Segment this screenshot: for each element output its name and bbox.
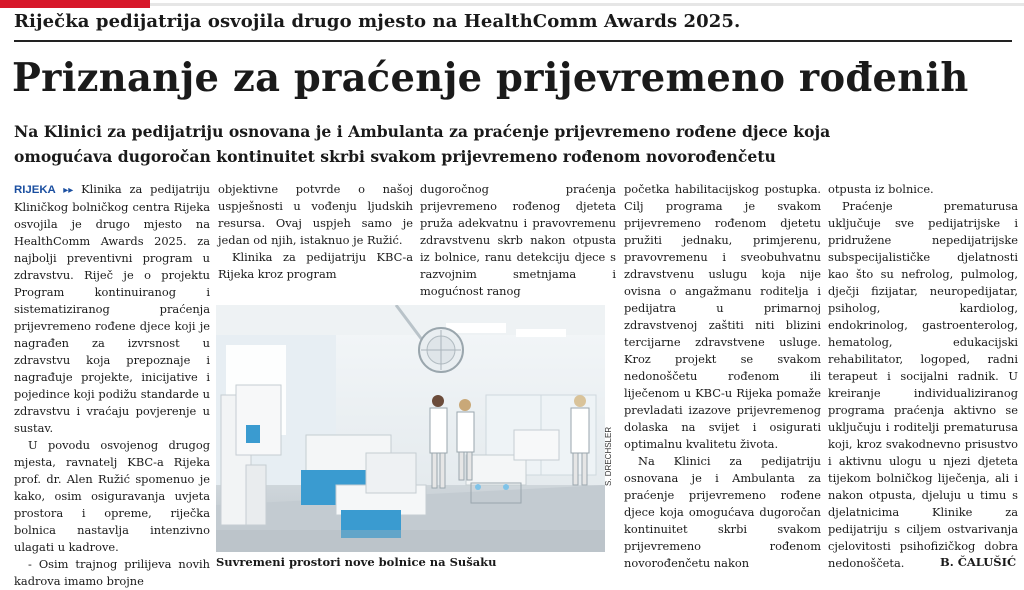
column-3-paragraph-1: dugoročnog praćenja prijevremeno rođenog djeteta pruža adekvatnu i pravovremenu zdravstvenu skrb nakon otpusta iz bolnice, ranu detekciju djece s razvojnim smetnjama i mogućnost ranog (420, 182, 616, 298)
photo-caption: Suvremeni prostori nove bolnice na Sušaku (216, 555, 497, 569)
deck-line-2: omogućava dugoročan kontinuitet skrbi svakom prijevremeno rođenom novorođenčetu (14, 147, 776, 166)
column-1-paragraph-1: Klinika za pedijatriju Kliničkog bolničkog centra Rijeka osvojila je drugo mjesto na HealthComm Awards 2025. za najbolji preventivni program u zdravstvu. Riječ je o projektu Program kontinuiranog i sistematiziranog praćenja prijevremeno rođene djece koji je nagrađen za izvrsnost u zdravstvu koja prepoznaje i nagrađuje projekte, inicijative i pojedince koji podižu standarde u zdravstvu i vraćaju povjerenje u sustav. (14, 182, 211, 435)
deck-line-1: Na Klinici za pedijatriju osnovana je i Ambulanta za praćenje prijevremeno rođene djece koja (14, 122, 831, 141)
column-5-paragraph-1: otpusta iz bolnice. (828, 182, 934, 196)
column-2-paragraph-2: Klinika za pedijatriju KBC-a Rijeka kroz program (218, 250, 413, 281)
column-2-paragraph-1: objektivne potvrde o našoj uspješnosti u vođenju ljudskih resursa. Ovaj uspjeh samo je jedan od njih, istaknuo je Ružić. (218, 182, 413, 247)
dateline-arrow-icon: ▸▸ (55, 185, 74, 196)
kicker: Riječka pedijatrija osvojila drugo mjesto na HealthComm Awards 2025. (14, 11, 741, 32)
top-bar-accent (0, 0, 150, 8)
kicker-rule (14, 40, 1012, 42)
deck (14, 119, 1014, 169)
hospital-room-photo (216, 305, 605, 552)
column-5-paragraph-2: Praćenje prematurusa uključuje sve pedijatrijske i pridružene nepedijatrijske subspecijalističke djelatnosti kao što su nefrolog, pulmolog, dječji fizijatar, neuropedijatar, psiholog, kardiolog, endokrinolog, gastroenterolog, hematolog, edukacijski rehabilitator, logoped, radni terapeut i socijalni radnik. U kreiranje individualiziranog programa praćenja aktivno se uključuju i roditelji prematurusa koji, kroz svakodnevno prisustvo i aktivnu ulogu u njezi djeteta tijekom bolničkog liječenja, ali i nakon otpusta, djeluju u timu s djelatnicima Klinike za pedijatriju s ciljem ostvarivanja cjelovitosti psihofizičkog dobra nedonoščeta. (828, 199, 1018, 570)
article-column-1 (14, 181, 210, 590)
hospital-room-illustration (216, 305, 605, 552)
column-4-paragraph-2: Na Klinici za pedijatriju osnovana je i Ambulanta za praćenje prijevremeno rođene djece koja omogućava dugoročan kontinuitet skrbi svakom prijevremeno rođenom novorođenčetu nakon (624, 454, 821, 570)
dateline: RIJEKA (14, 184, 56, 196)
article-column-4 (624, 181, 821, 572)
top-bar-line (150, 3, 1024, 6)
column-1-paragraph-3: - Osim trajnog prilijeva novih kadrova imamo brojne (14, 557, 210, 588)
article-column-3 (420, 181, 616, 300)
article-column-5 (828, 181, 1018, 572)
column-4-paragraph-1: početka habilitacijskog postupka. Cilj programa je svakom prijevremeno rođenom djetetu pružiti jednaku, primjerenu, pravovremenu i sveobuhvatnu zdravstvenu uslugu koja nije ovisna o angažmanu roditelja i pedijatra u primarnoj zdravstvenoj zaštiti niti blizini tercijarne zdravstvene usluge. Kroz projekt se svakom nedonoščetu rođenom ili liječenom u KBC-u Rijeka pomaže prevladati izazove prijevremenog dolaska na svijet i osigurati optimalnu kvalitetu života. (624, 182, 821, 451)
headline: Priznanje za praćenje prijevremeno rođenih (12, 55, 969, 101)
photo-credit: S. DRECHSLER (604, 426, 613, 486)
column-1-paragraph-2: U povodu osvojenog drugog mjesta, ravnatelj KBC-a Rijeka prof. dr. Alen Ružić spomenuo je kako, osim osiguravanja uvjeta prostora i opreme, riječka bolnica nastavlja intenzivno ulagati u kadrove. (14, 438, 210, 554)
byline: B. ČALUŠIĆ (940, 555, 1017, 569)
article-column-2 (218, 181, 413, 283)
top-bar (0, 0, 1024, 8)
